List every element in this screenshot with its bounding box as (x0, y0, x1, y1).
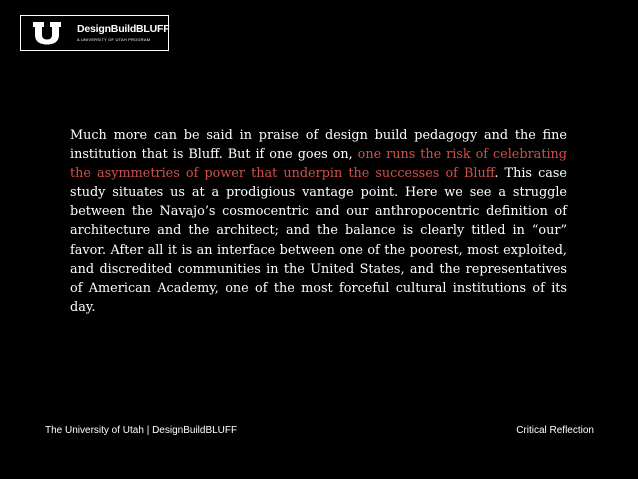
university-of-utah-u-icon (32, 20, 62, 46)
logo-name: DesignBuildBLUFF (77, 23, 170, 36)
footer-left-text: The University of Utah | DesignBuildBLUFF (45, 425, 238, 436)
paragraph-text-part2: . This case study situates us at a prodigious vantage point. Here we see a struggle between the Navajo’s cosmocentric and our anthropocentric definition of architecture and the architect; and the balance is clearly titled in “our” favor. After all it is an interface between one of the poorest, most exploited, and discredited communities in the United States, and the representatives of American Academy, one of the most forceful cultural institutions of its day. (70, 166, 568, 315)
logo-text (77, 24, 169, 42)
paragraph-highlight: one runs the risk of celebrating the asymmetries of power that underpin the successes of Bluff (70, 147, 567, 182)
logo-subtitle: A UNIVERSITY OF UTAH PROGRAM (77, 36, 151, 42)
body-paragraph (70, 126, 567, 317)
paragraph-text-part1: Much more can be said in praise of design build pedagogy and the fine institution that is Bluff. But if one goes on, (70, 128, 567, 163)
brand-logo (20, 15, 169, 51)
footer-right-text: Critical Reflection (516, 425, 594, 436)
